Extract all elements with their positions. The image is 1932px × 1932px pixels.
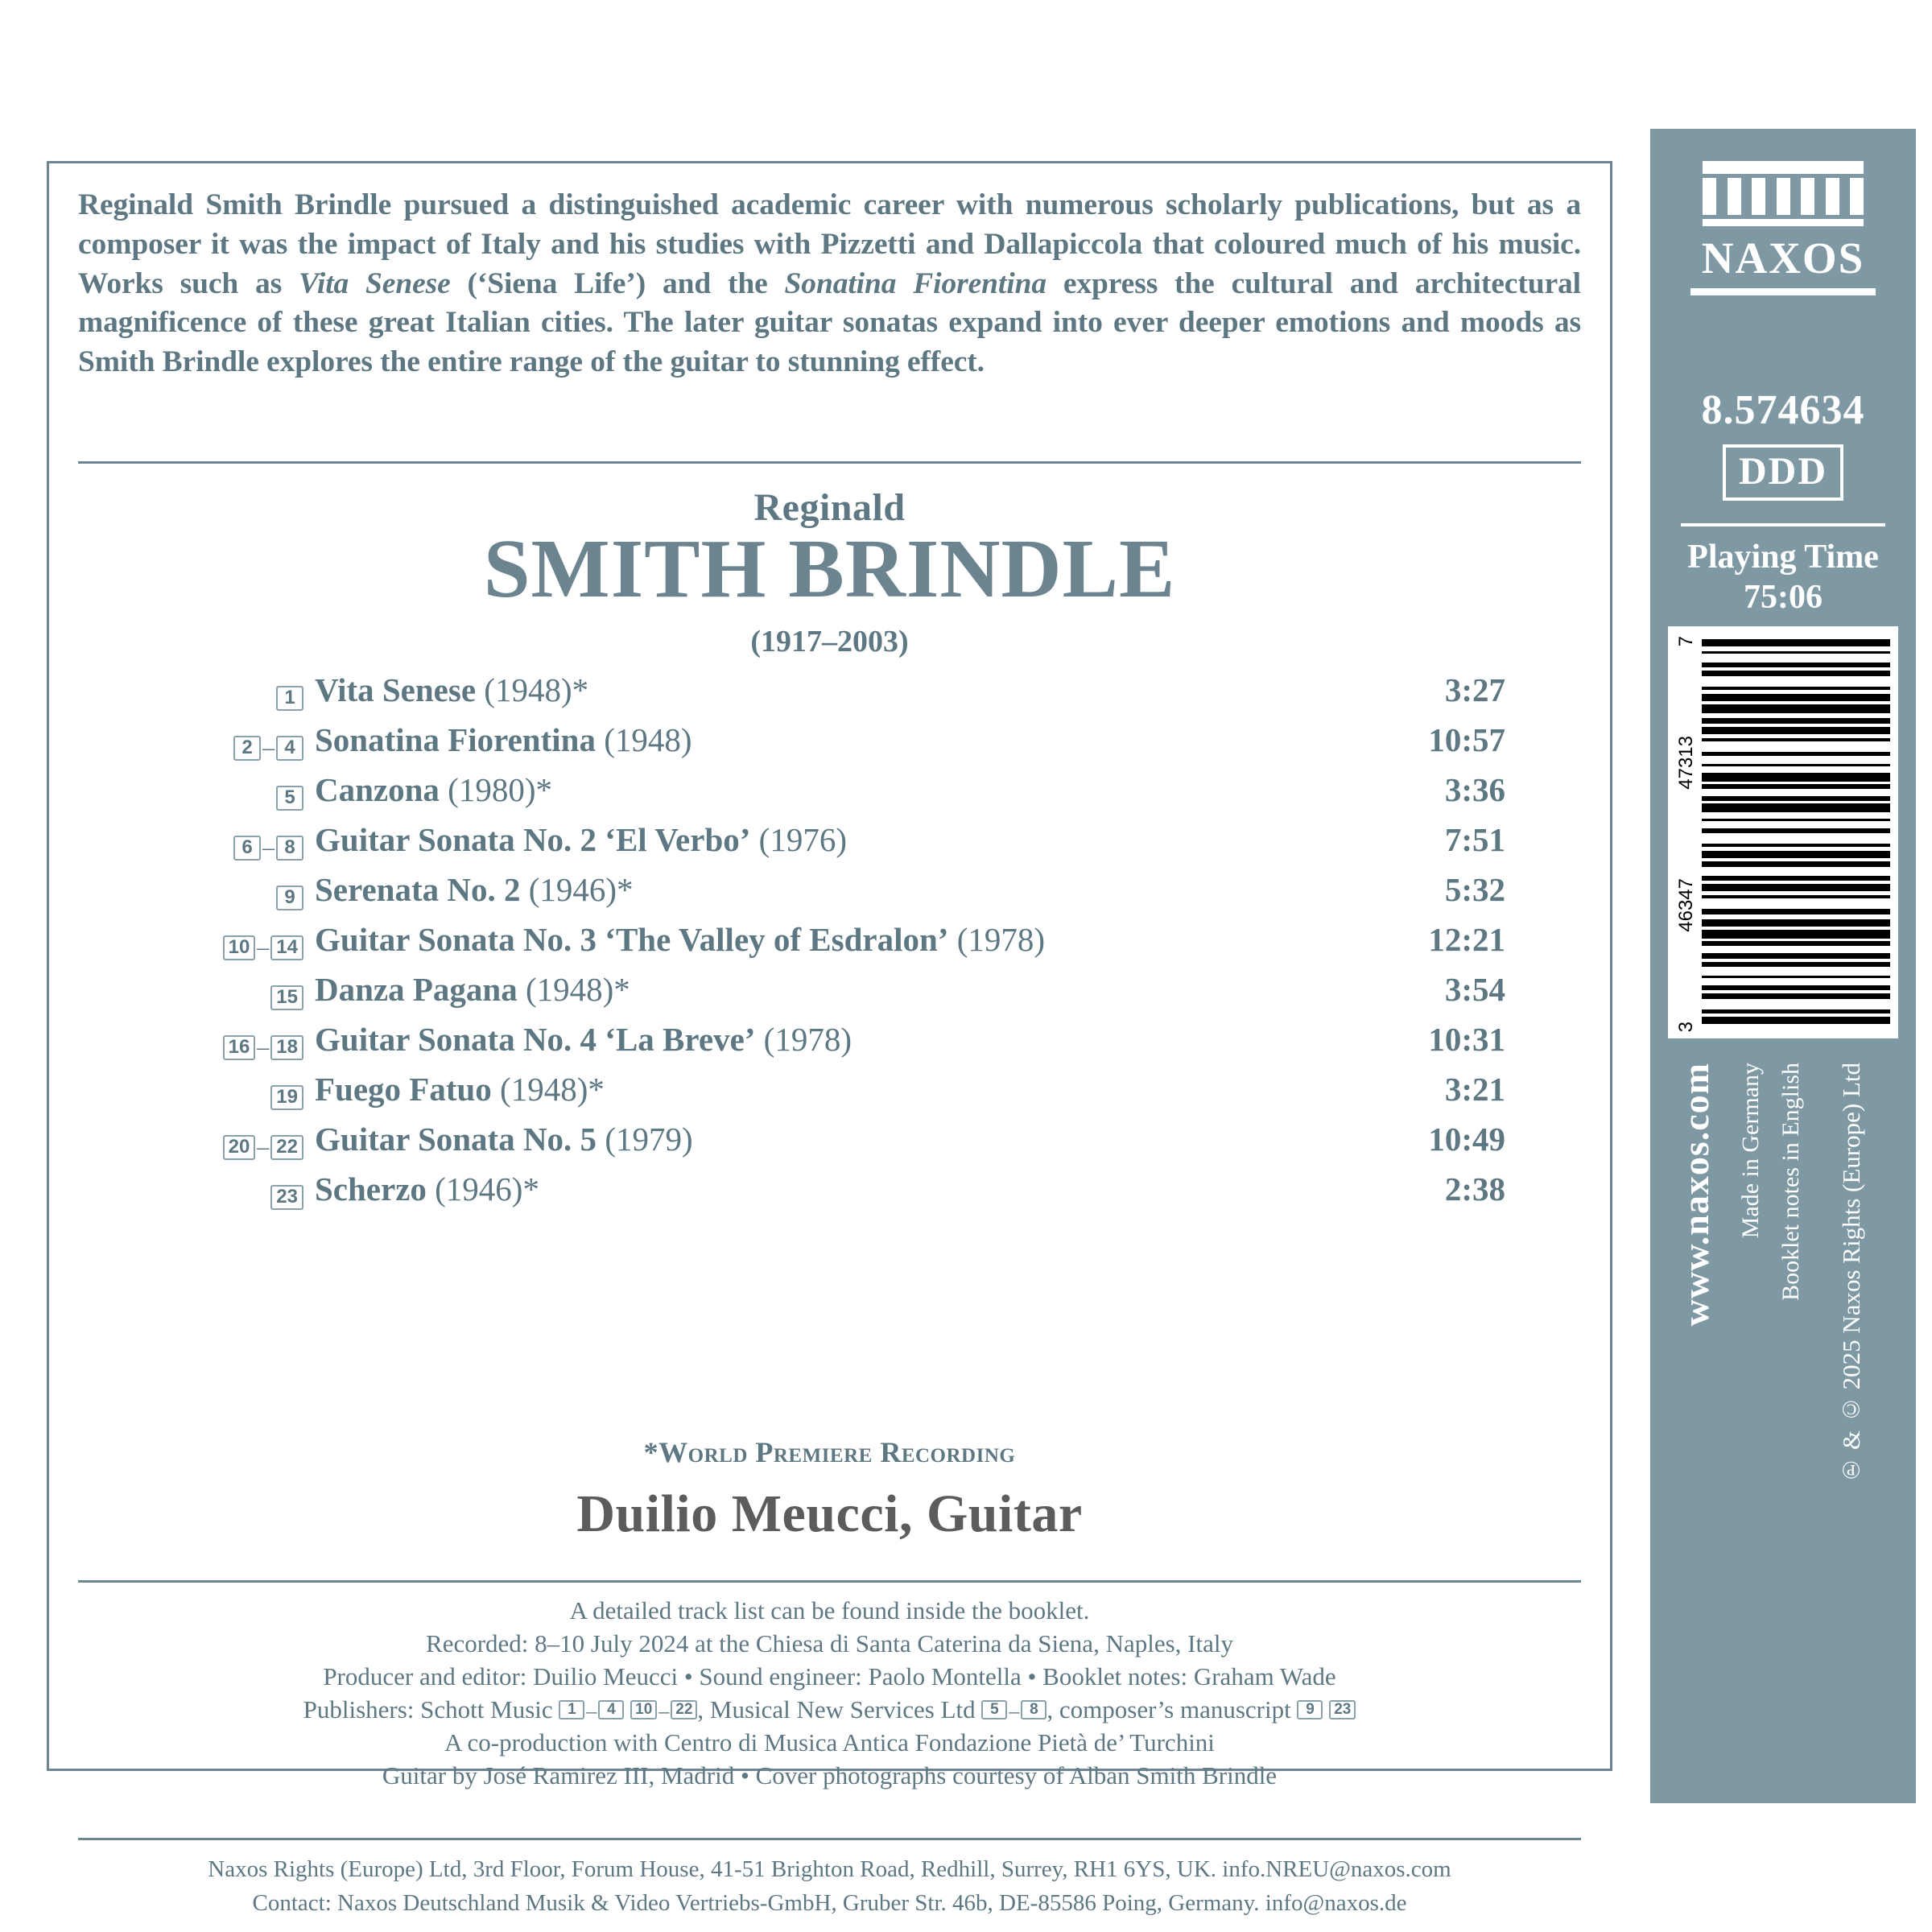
track-number-cell bbox=[49, 934, 315, 961]
publishers-mid: , Musical New Services Ltd bbox=[697, 1695, 982, 1724]
spine-divider bbox=[1681, 523, 1885, 526]
barcode-digit: 47313 bbox=[1675, 735, 1697, 790]
track-title: Fuego Fatuo (1948)* bbox=[315, 1071, 605, 1108]
publishers-mid-2: , composer’s manuscript bbox=[1046, 1695, 1298, 1724]
track-number-cell bbox=[49, 985, 315, 1010]
track-title: Guitar Sonata No. 2 ‘El Verbo’ (1976) bbox=[315, 821, 847, 858]
publisher-track-22: 22 bbox=[671, 1700, 697, 1719]
track-duration: 3:27 bbox=[1444, 671, 1505, 708]
track-number-cell bbox=[49, 1185, 315, 1210]
divider-top bbox=[78, 461, 1581, 464]
dash: – bbox=[586, 1699, 597, 1724]
blurb-part-1: Reginald Smith Brindle pursued a distinguished academic career with numerous scholarly publications, but as a composer it was the impact of Italy and his studies with Pizzetti and Dallapiccola that coloured much of his music. Works such as bbox=[78, 188, 1581, 300]
album-description bbox=[49, 163, 1610, 397]
blurb-part-2: (‘Siena Life’) and the bbox=[450, 266, 785, 300]
booklet-notes-text: Booklet notes in English bbox=[1777, 1063, 1804, 1301]
track-title: Serenata No. 2 (1946)* bbox=[315, 871, 634, 908]
publishers-prefix: Publishers: Schott Music bbox=[303, 1695, 559, 1724]
track-number-box: 5 bbox=[276, 786, 303, 811]
barcode-digit: 3 bbox=[1675, 1021, 1697, 1032]
track-number-cell bbox=[49, 886, 315, 910]
track-duration: 10:49 bbox=[1428, 1121, 1505, 1158]
track-number-cell bbox=[49, 734, 315, 762]
publisher-track-5: 5 bbox=[981, 1700, 1007, 1719]
track-duration: 5:32 bbox=[1444, 871, 1505, 908]
track-number-box: 2 bbox=[233, 736, 261, 761]
website-text: www.naxos.com bbox=[1675, 1063, 1716, 1327]
publisher-track-10: 10 bbox=[630, 1700, 657, 1719]
track-row bbox=[49, 820, 1610, 870]
barcode-digit: 46347 bbox=[1675, 878, 1697, 933]
catalogue-number: 8.574634 bbox=[1701, 387, 1865, 433]
credits-line-producer: Producer and editor: Duilio Meucci • Sound engineer: Paolo Montella • Booklet notes: Graham Wade bbox=[323, 1662, 1336, 1690]
track-row bbox=[49, 870, 1610, 920]
track-duration: 7:51 bbox=[1444, 821, 1505, 858]
divider-bottom bbox=[78, 1838, 1581, 1840]
credits-line-recorded: Recorded: 8–10 July 2024 at the Chiesa di Santa Caterina da Siena, Naples, Italy bbox=[426, 1629, 1233, 1657]
track-range-dash: – bbox=[257, 1034, 270, 1061]
track-number-box: 4 bbox=[276, 736, 303, 761]
track-number-cell bbox=[49, 1133, 315, 1161]
track-row bbox=[49, 1070, 1610, 1120]
track-list bbox=[49, 671, 1610, 1220]
publisher-track-9: 9 bbox=[1297, 1700, 1323, 1719]
track-number-box: 18 bbox=[270, 1035, 303, 1060]
barcode bbox=[1668, 626, 1898, 1038]
temple-icon bbox=[1703, 161, 1864, 226]
playing-time-value: 75:06 bbox=[1744, 579, 1823, 616]
track-number-box: 19 bbox=[270, 1085, 303, 1110]
credits-line-coproduction: A co-production with Centro di Musica Antica Fondazione Pietà de’ Turchini bbox=[444, 1728, 1215, 1757]
track-number-box: 9 bbox=[276, 886, 303, 910]
track-row bbox=[49, 920, 1610, 970]
track-title: Guitar Sonata No. 5 (1979) bbox=[315, 1121, 693, 1158]
track-row bbox=[49, 720, 1610, 770]
track-row bbox=[49, 770, 1610, 820]
credits-line-booklet: A detailed track list can be found inside the booklet. bbox=[569, 1596, 1090, 1624]
track-row bbox=[49, 671, 1610, 720]
world-premiere-note: *World Premiere Recording bbox=[643, 1436, 1016, 1468]
track-duration: 12:21 bbox=[1428, 921, 1505, 958]
track-duration: 3:21 bbox=[1444, 1071, 1505, 1108]
track-title: Sonatina Fiorentina (1948) bbox=[315, 721, 692, 758]
credits-block bbox=[78, 1595, 1581, 1792]
spine-panel bbox=[1650, 129, 1916, 1803]
composer-first-name: Reginald bbox=[753, 486, 906, 529]
temple-base bbox=[1703, 219, 1864, 226]
publisher-track-1: 1 bbox=[559, 1700, 584, 1719]
naxos-logo bbox=[1690, 161, 1876, 295]
track-number-cell bbox=[49, 786, 315, 811]
track-title: Guitar Sonata No. 3 ‘The Valley of Esdralon’ (1978) bbox=[315, 921, 1046, 958]
track-number-box: 20 bbox=[223, 1135, 256, 1160]
track-duration: 10:57 bbox=[1428, 721, 1505, 758]
composer-dates: (1917–2003) bbox=[750, 625, 909, 658]
track-row bbox=[49, 1170, 1610, 1220]
ddd-badge: DDD bbox=[1723, 444, 1843, 501]
track-title: Danza Pagana (1948)* bbox=[315, 971, 630, 1008]
main-panel bbox=[47, 161, 1612, 1917]
temple-roof bbox=[1703, 161, 1864, 174]
divider-middle bbox=[78, 1580, 1581, 1583]
contact-line-rights: Naxos Rights (Europe) Ltd, 3rd Floor, Forum House, 41-51 Brighton Road, Redhill, Surrey, RH1 6YS, UK. info.NREU@naxos.com bbox=[208, 1856, 1451, 1882]
temple-columns bbox=[1703, 178, 1864, 215]
contact-block bbox=[78, 1852, 1581, 1920]
blurb-italic-1: Vita Senese bbox=[299, 266, 451, 300]
track-number-box: 6 bbox=[233, 836, 261, 861]
track-number-box: 8 bbox=[276, 836, 303, 861]
track-number-cell bbox=[49, 1034, 315, 1061]
made-in-text: Made in Germany bbox=[1737, 1063, 1764, 1239]
track-number-cell bbox=[49, 1085, 315, 1110]
track-row bbox=[49, 1120, 1610, 1170]
blurb-italic-2: Sonatina Fiorentina bbox=[784, 266, 1046, 300]
track-title: Vita Senese (1948)* bbox=[315, 671, 589, 708]
logo-underline bbox=[1690, 288, 1876, 295]
track-range-dash: – bbox=[262, 834, 275, 861]
track-number-box: 22 bbox=[270, 1135, 303, 1160]
barcode-digits bbox=[1676, 636, 1697, 1032]
track-title: Scherzo (1946)* bbox=[315, 1170, 539, 1208]
track-duration: 2:38 bbox=[1444, 1170, 1505, 1208]
track-range-dash: – bbox=[257, 1133, 270, 1161]
track-number-cell bbox=[49, 686, 315, 711]
blurb-part-3: express the cultural and architectural magnificence of these great Italian cities. The later guitar sonatas expand into ever deeper emotions and moods as Smith Brindle explores the entire range of the guitar to stunning effect. bbox=[78, 266, 1582, 378]
track-row bbox=[49, 1020, 1610, 1070]
credits-line-guitar: Guitar by José Ramirez III, Madrid • Cover photographs courtesy of Alban Smith Brindle bbox=[382, 1761, 1278, 1790]
credits-line-publishers bbox=[78, 1694, 1581, 1727]
naxos-wordmark: NAXOS bbox=[1701, 233, 1865, 283]
track-number-box: 23 bbox=[270, 1185, 303, 1210]
track-row bbox=[49, 970, 1610, 1020]
track-number-box: 14 bbox=[270, 935, 303, 960]
performer-name: Duilio Meucci, Guitar bbox=[576, 1484, 1083, 1543]
playing-time-label: Playing Time bbox=[1687, 539, 1879, 576]
dash: – bbox=[658, 1699, 670, 1724]
track-duration: 3:54 bbox=[1444, 971, 1505, 1008]
track-title: Canzona (1980)* bbox=[315, 771, 552, 808]
track-title: Guitar Sonata No. 4 ‘La Breve’ (1978) bbox=[315, 1021, 852, 1058]
track-range-dash: – bbox=[257, 934, 270, 961]
copyright-text: ℗ & © 2025 Naxos Rights (Europe) Ltd bbox=[1837, 1063, 1865, 1484]
track-number-box: 15 bbox=[270, 985, 303, 1010]
publisher-track-4: 4 bbox=[598, 1700, 624, 1719]
barcode-digit: 7 bbox=[1675, 636, 1697, 647]
publisher-track-23: 23 bbox=[1329, 1700, 1356, 1719]
barcode-bars bbox=[1702, 639, 1890, 1029]
track-duration: 10:31 bbox=[1428, 1021, 1505, 1058]
track-number-box: 16 bbox=[223, 1035, 256, 1060]
track-number-box: 10 bbox=[223, 935, 256, 960]
track-number-cell bbox=[49, 834, 315, 861]
track-duration: 3:36 bbox=[1444, 771, 1505, 808]
dash: – bbox=[1009, 1699, 1020, 1724]
contact-line-distribution: Contact: Naxos Deutschland Musik & Video Vertriebs-GmbH, Gruber Str. 46b, DE-85586 Poing, Germany. info@naxos.de bbox=[252, 1890, 1407, 1917]
track-number-box: 1 bbox=[276, 686, 303, 711]
track-range-dash: – bbox=[262, 734, 275, 762]
composer-last-name: SMITH BRINDLE bbox=[483, 522, 1176, 615]
publisher-track-8: 8 bbox=[1021, 1700, 1046, 1719]
